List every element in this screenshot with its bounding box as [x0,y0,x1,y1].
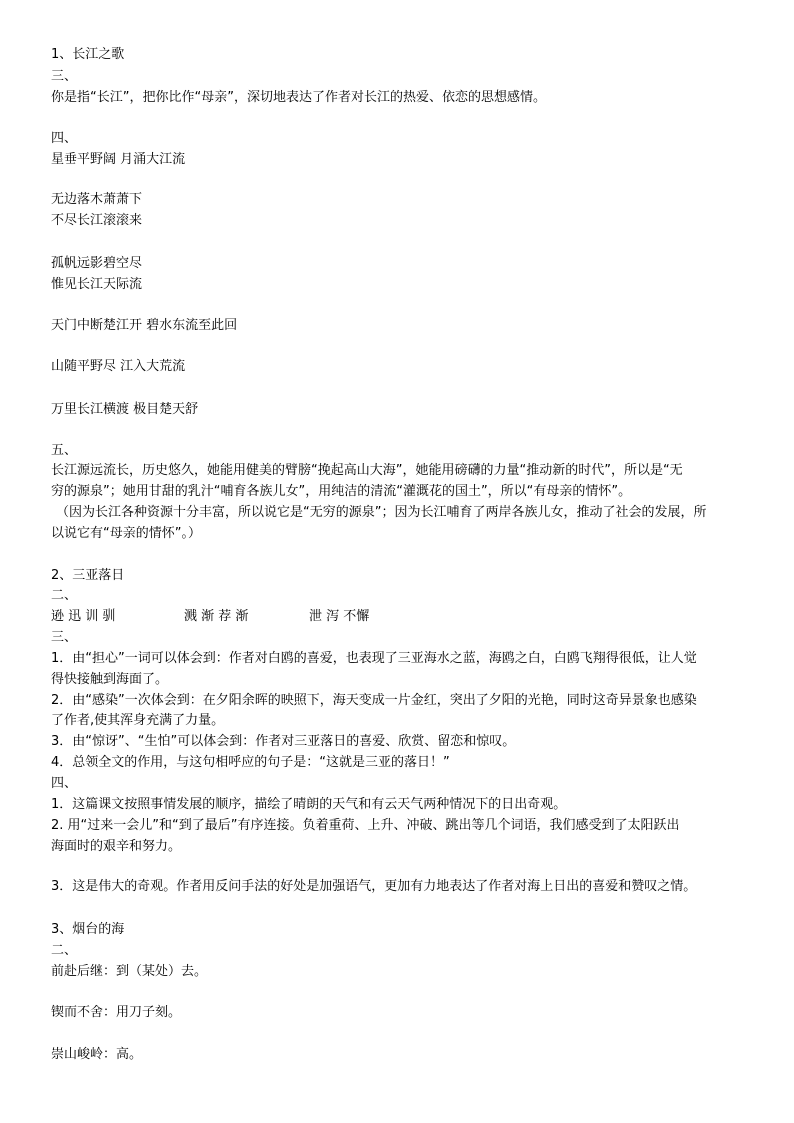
answer-line: 3．这是伟大的奇观。作者用反问手法的好处是加强语气，更加有力地表达了作者对海上日出的喜爱和赞叹之情。 [51,879,697,894]
poem-line: 万里长江横渡 极目楚天舒 [51,402,199,417]
part-heading: 四、 [51,776,78,791]
part-heading: 四、 [51,131,78,146]
part-heading: 三、 [51,630,78,645]
word-group: 泄 泻 不懈 [309,609,370,624]
answer-line: 锲而不舍：用刀子刻。 [51,1005,182,1020]
answer-line: 崇山峻岭：高。 [51,1047,143,1062]
answer-line: 2. 用“过来一会儿”和“到了最后”有序连接。负着重荷、上升、冲破、跳出等几个词语，我们感受到了太阳跃出 [51,818,680,833]
word-group: 逊 迅 训 驯 [51,609,116,624]
part-heading: 五、 [51,443,78,458]
part-heading: 二、 [51,943,78,958]
poem-line: 天门中断楚江开 碧水东流至此回 [51,318,238,333]
poem-line: 星垂平野阔 月涌大江流 [51,152,186,167]
poem-line: 无边落木萧萧下 [51,192,143,207]
section-heading-yantai: 3、烟台的海 [51,922,125,937]
answer-note-line: 以说它有“母亲的情怀”。） [51,526,201,541]
answer-line: 2．由“感染”一次体会到：在夕阳余晖的映照下，海天变成一片金红，突出了夕阳的光艳，同时这奇异景象也感染 [51,693,697,708]
answer-line: 海面时的艰辛和努力。 [51,839,182,854]
answer-line: 1．由“担心”一词可以体会到：作者对白鸥的喜爱，也表现了三亚海水之蓝，海鸥之白，白鸥飞翔得很低，让人觉 [51,651,697,666]
section-heading-sanya: 2、三亚落日 [51,568,125,583]
answer-line: 穷的源泉”；她用甘甜的乳汁“哺育各族儿女”，用纯洁的清流“灌溉花的国土”，所以“有母亲的情怀”。 [51,484,632,499]
answer-line: 得快接触到海面了。 [51,672,169,687]
poem-line: 惟见长江天际流 [51,277,143,292]
poem-line: 山随平野尽 江入大荒流 [51,359,186,374]
answer-line: 你是指“长江”，把你比作“母亲”，深切地表达了作者对长江的热爱、依恋的思想感情。 [51,90,546,105]
word-group: 溅 渐 荐 渐 [184,609,249,624]
answer-note-line: （因为长江各种资源十分丰富，所以说它是“无穷的源泉”；因为长江哺育了两岸各族儿女，推动了社会的发展，所 [56,505,707,520]
poem-line: 孤帆远影碧空尽 [51,256,143,271]
answer-line: 了作者,使其浑身充满了力量。 [51,713,225,728]
answer-line: 3．由“惊讶”、“生怕”可以体会到：作者对三亚落日的喜爱、欣赏、留恋和惊叹。 [51,734,516,749]
part-heading: 三、 [51,69,78,84]
answer-line: 1．这篇课文按照事情发展的顺序，描绘了晴朗的天气和有云天气两种情况下的日出奇观。 [51,797,567,812]
answer-line: 前赴后继：到（某处）去。 [51,964,208,979]
section-heading-changjiang: 1、长江之歌 [51,47,125,62]
answer-line: 4．总领全文的作用，与这句相呼应的句子是：“这就是三亚的落日！” [51,755,450,770]
poem-line: 不尽长江滚滚来 [51,213,143,228]
part-heading: 二、 [51,588,78,603]
answer-line: 长江源远流长，历史悠久，她能用健美的臂膀“挽起高山大海”，她能用磅礴的力量“推动新的时代”，所以是“无 [51,463,683,478]
